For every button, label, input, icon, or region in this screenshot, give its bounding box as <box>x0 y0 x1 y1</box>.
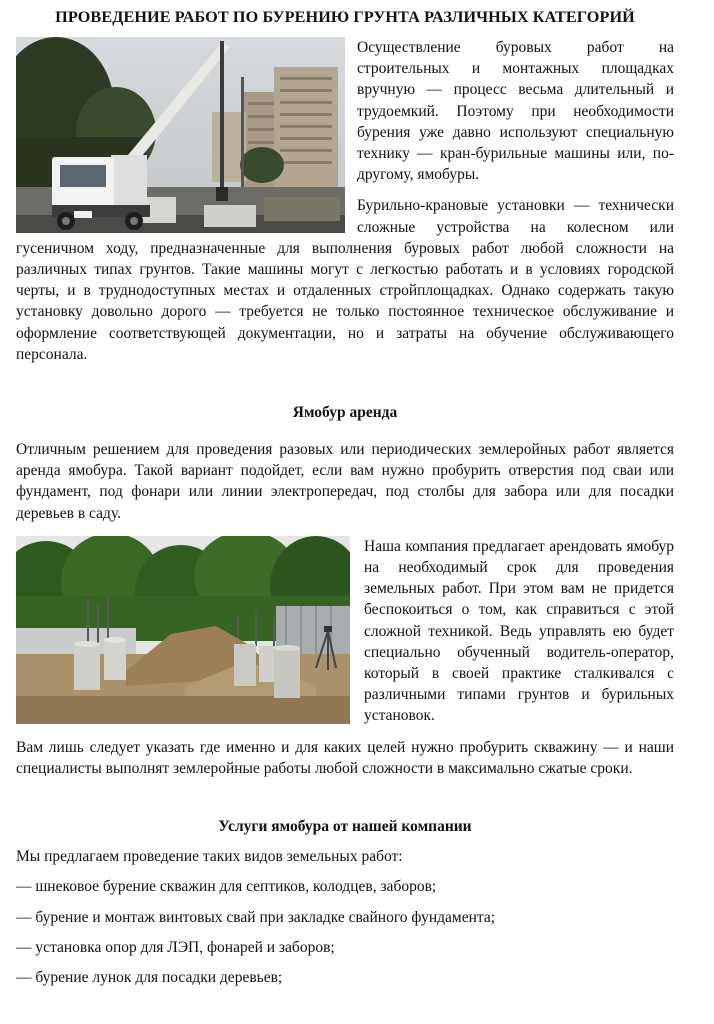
construction-site-image <box>16 536 350 724</box>
service-item: — бурение лунок для посадки деревьев; <box>16 968 283 986</box>
services-heading: Услуги ямобура от нашей компании <box>218 818 472 836</box>
section-services <box>16 817 674 988</box>
page-title: ПРОВЕДЕНИЕ РАБОТ ПО БУРЕНИЮ ГРУНТА РАЗЛИЧНЫХ КАТЕГОРИЙ <box>55 8 635 26</box>
document-page <box>16 0 674 988</box>
rental-intro-paragraph: Отличным решением для проведения разовых или периодических землеройных работ является аренда ямобура. Такой вариант подойдет, если вам нужно пробурить отверстия под сваи или фундамент, под фонари или линии электропередач, под столбы для забора или для посадки деревьев в саду. <box>16 441 674 522</box>
construction-site-photo <box>16 536 350 724</box>
section-rental <box>16 403 674 779</box>
services-intro: Мы предлагаем проведение таких видов земельных работ: <box>16 848 403 866</box>
service-item: — установка опор для ЛЭП, фонарей и заборов; <box>16 938 335 956</box>
intro-paragraph-1: Осуществление буровых работ на строительных и монтажных площадках вручную — процесс весьма длительный и трудоемкий. Поэтому при необходимости бурения уже давно используют специальную технику — кран-бурильные машины или, по-другому, ямобуры. <box>357 39 674 184</box>
rental-photo-paragraph: Наша компания предлагает арендовать ямобур на необходимый срок для проведения земельных работ. При этом вам не придется беспокоиться о том, как справиться с этой сложной техникой. Ведь управлять ею будет специально обученный водитель-оператор, который в своей практике сталкивался с различными типами грунтов и бурильных установок. <box>364 537 674 725</box>
service-item: — бурение и монтаж винтовых свай при закладке свайного фундамента; <box>16 908 496 926</box>
intro-paragraph-2: Бурильно-крановые установки — технически сложные устройства на колесном или гусеничном ходу, предназначенные для выполнения буровых работ любой сложности на различных типах грунтов. Такие машины могут с легкостью работать и в условиях городской черты, и в труднодоступных местах и отдаленных стройплощадках. Однако содержать такую установку довольно дорого — требуется не только постоянное техническое обслуживание и оформление соответствующей документации, но и затраты на обучение обслуживающего персонала. <box>16 197 674 363</box>
service-item: — шнековое бурение скважин для септиков, колодцев, заборов; <box>16 878 437 896</box>
rental-photo-block <box>16 536 674 727</box>
rental-heading: Ямобур аренда <box>292 404 398 422</box>
truck-drill-photo <box>16 37 345 233</box>
rental-closing-paragraph: Вам лишь следует указать где именно и для каких целей нужно пробурить скважину — и наши специалисты выполнят землеройные работы любой сложности в максимально сжатые сроки. <box>16 738 674 777</box>
section-intro <box>16 37 674 365</box>
truck-drill-image <box>16 37 345 233</box>
